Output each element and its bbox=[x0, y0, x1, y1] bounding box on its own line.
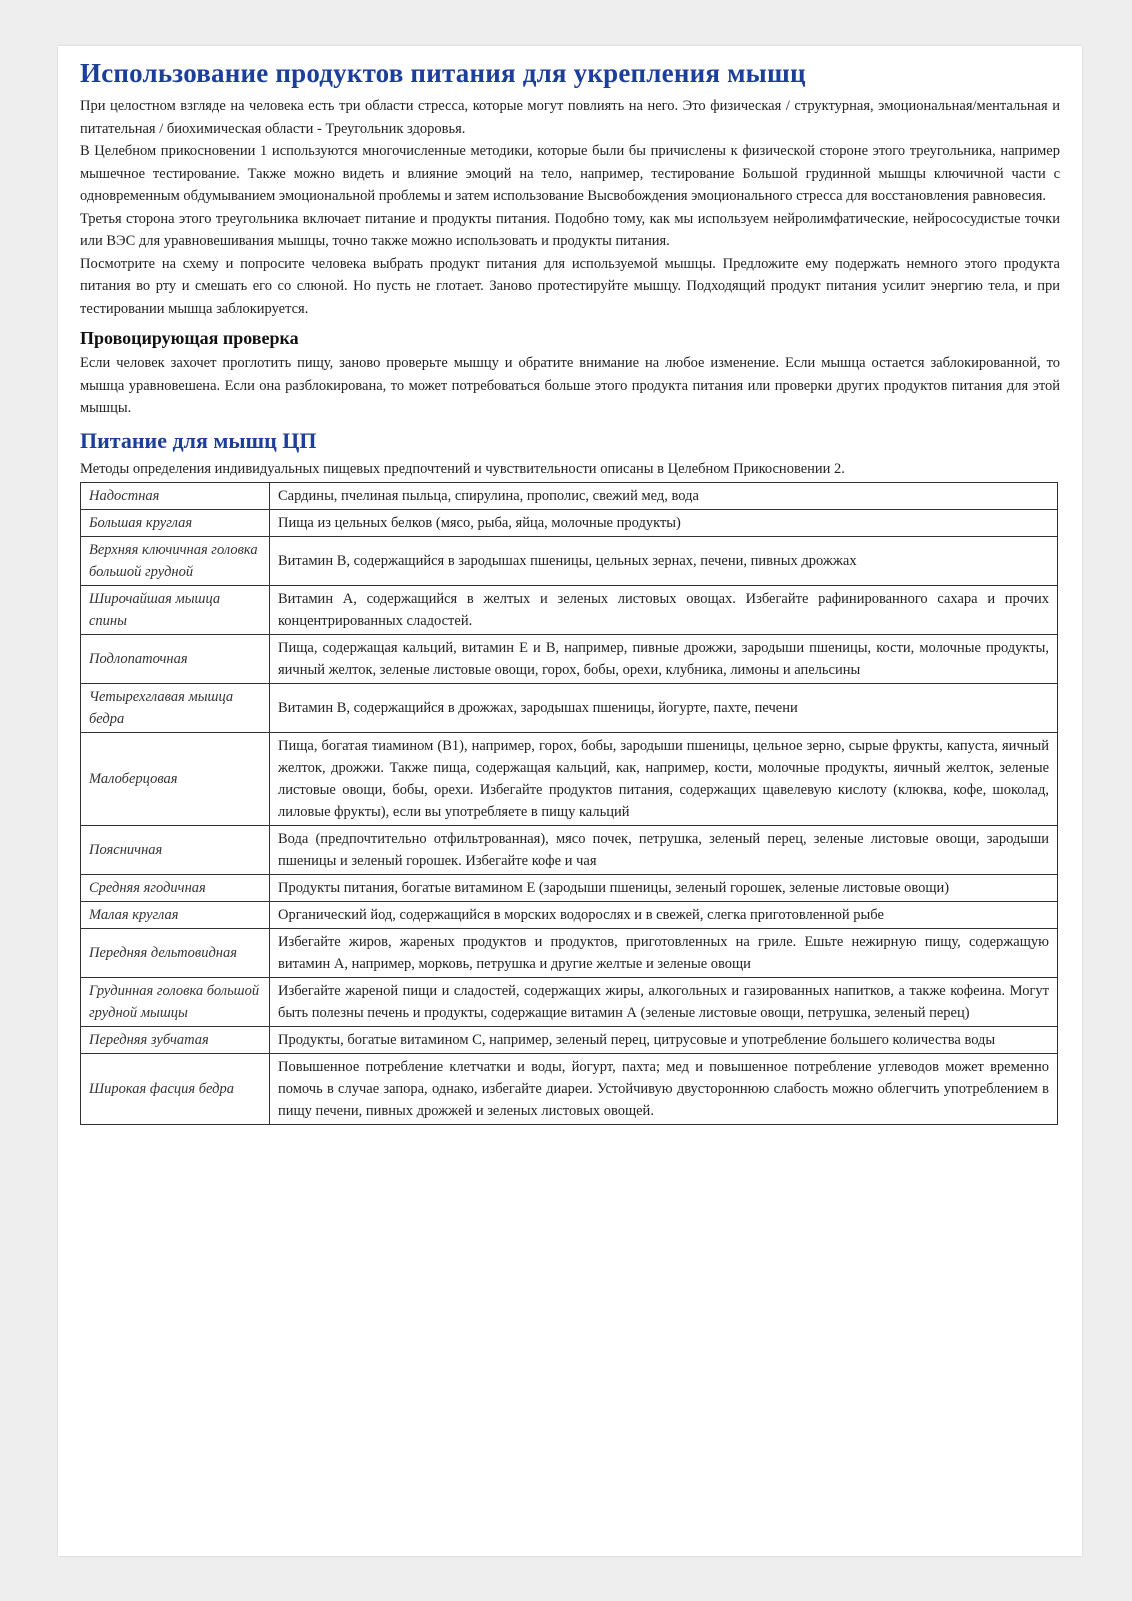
food-cell: Продукты питания, богатые витамином Е (зародыши пшеницы, зеленый горошек, зеленые листовые овощи) bbox=[270, 875, 1058, 902]
muscle-cell: Надостная bbox=[81, 483, 270, 510]
muscle-cell: Широкая фасция бедра bbox=[81, 1054, 270, 1125]
food-cell: Пища, богатая тиамином (В1), например, горох, бобы, зародыши пшеницы, цельное зерно, сырые фрукты, капуста, яичный желток, дрожжи. Также пища, содержащая кальций, как, например, кости, молочные продукты, яичный желток, зеленые листовые овощи, бобы, орехи. Избегайте продуктов питания, содержащих щавелевую кислоту (клюква, кофе, шоколад, лиловые фрукты), если вы употребляете в пищу кальций bbox=[270, 733, 1058, 826]
page-title: Использование продуктов питания для укрепления мышц bbox=[80, 58, 806, 88]
food-cell: Продукты, богатые витамином С, например, зеленый перец, цитрусовые и употребление большего количества воды bbox=[270, 1027, 1058, 1054]
table-row bbox=[81, 875, 1058, 902]
table-row bbox=[81, 635, 1058, 684]
nutrition-section-intro: Методы определения индивидуальных пищевых предпочтений и чувствительности описаны в Целебном Прикосновении 2. bbox=[80, 460, 845, 477]
nutrition-table bbox=[80, 482, 1058, 1125]
table-row bbox=[81, 586, 1058, 635]
intro-paragraph-4: Посмотрите на схему и попросите человека выбрать продукт питания для используемой мышцы. Предложите ему подержать немного этого продукта питания во рту и смешать его со слюной. Но пусть не глотает. Заново протестируйте мышцу. Подходящий продукт питания усилит энергию тела, и при тестировании мышца заблокируется. bbox=[80, 255, 1060, 317]
food-cell: Вода (предпочтительно отфильтрованная), мясо почек, петрушка, зеленый перец, зеленые листовые овощи, зародыши пшеницы и зеленый горошек. Избегайте кофе и чая bbox=[270, 826, 1058, 875]
table-row bbox=[81, 902, 1058, 929]
food-cell: Витамин В, содержащийся в дрожжах, зародышах пшеницы, йогурте, пахте, печени bbox=[270, 684, 1058, 733]
muscle-cell: Поясничная bbox=[81, 826, 270, 875]
muscle-cell: Большая круглая bbox=[81, 510, 270, 537]
document-content bbox=[80, 58, 1060, 1125]
muscle-cell: Передняя зубчатая bbox=[81, 1027, 270, 1054]
food-cell: Избегайте жиров, жареных продуктов и продуктов, приготовленных на гриле. Ешьте нежирную пищу, содержащую витамин А, например, морковь, петрушка и другие желтые и зеленые овощи bbox=[270, 929, 1058, 978]
intro-paragraph-1: При целостном взгляде на человека есть три области стресса, которые могут повлиять на него. Это физическая / структурная, эмоциональная/ментальная и питательная / биохимическая области - Треугольник здоровья. bbox=[80, 98, 1060, 137]
food-cell: Сардины, пчелиная пыльца, спирулина, прополис, свежий мед, вода bbox=[270, 483, 1058, 510]
table-row bbox=[81, 929, 1058, 978]
check-section-heading: Провоцирующая проверка bbox=[80, 328, 299, 348]
muscle-cell: Подлопаточная bbox=[81, 635, 270, 684]
food-cell: Органический йод, содержащийся в морских водорослях и в свежей, слегка приготовленной рыбе bbox=[270, 902, 1058, 929]
muscle-cell: Передняя дельтовидная bbox=[81, 929, 270, 978]
food-cell: Пища из цельных белков (мясо, рыба, яйца, молочные продукты) bbox=[270, 510, 1058, 537]
nutrition-section-heading: Питание для мышц ЦП bbox=[80, 427, 317, 453]
table-row bbox=[81, 1027, 1058, 1054]
muscle-cell: Малая круглая bbox=[81, 902, 270, 929]
muscle-cell: Средняя ягодичная bbox=[81, 875, 270, 902]
muscle-cell: Грудинная головка большой грудной мышцы bbox=[81, 978, 270, 1027]
table-row bbox=[81, 483, 1058, 510]
table-row bbox=[81, 826, 1058, 875]
document-page bbox=[58, 46, 1082, 1556]
table-row bbox=[81, 733, 1058, 826]
table-row bbox=[81, 684, 1058, 733]
table-row bbox=[81, 510, 1058, 537]
muscle-cell: Малоберцовая bbox=[81, 733, 270, 826]
muscle-cell: Широчайшая мышца спины bbox=[81, 586, 270, 635]
food-cell: Повышенное потребление клетчатки и воды, йогурт, пахта; мед и повышенное потребление углеводов может временно помочь в случае запора, однако, избегайте диареи. Устойчивую двустороннюю слабость можно облегчить употреблением в пищу печени, пивных дрожжей и зеленых листовых овощей. bbox=[270, 1054, 1058, 1125]
muscle-cell: Верхняя ключичная головка большой грудной bbox=[81, 537, 270, 586]
food-cell: Пища, содержащая кальций, витамин Е и В, например, пивные дрожжи, зародыши пшеницы, кости, молочные продукты, яичный желток, зеленые листовые овощи, горох, бобы, орехи, клубника, лимоны и апельсины bbox=[270, 635, 1058, 684]
intro-paragraph-3: Третья сторона этого треугольника включает питание и продукты питания. Подобно тому, как мы используем нейролимфатические, нейрососудистые точки или ВЭС для уравновешивания мышцы, точно также можно использовать и продукты питания. bbox=[80, 210, 1060, 249]
food-cell: Витамин А, содержащийся в желтых и зеленых листовых овощах. Избегайте рафинированного сахара и прочих концентрированных сладостей. bbox=[270, 586, 1058, 635]
muscle-cell: Четырехглавая мышца бедра bbox=[81, 684, 270, 733]
check-section-text: Если человек захочет проглотить пищу, заново проверьте мышцу и обратите внимание на любое изменение. Если мышца остается заблокированной, то мышца уравновешена. Если она разблокирована, то может потребоваться больше этого продукта питания или проверки других продуктов питания для этой мышцы. bbox=[80, 355, 1060, 416]
table-row bbox=[81, 537, 1058, 586]
table-row bbox=[81, 978, 1058, 1027]
table-row bbox=[81, 1054, 1058, 1125]
food-cell: Витамин В, содержащийся в зародышах пшеницы, цельных зернах, печени, пивных дрожжах bbox=[270, 537, 1058, 586]
food-cell: Избегайте жареной пищи и сладостей, содержащих жиры, алкогольных и газированных напитков, а также кофеина. Могут быть полезны печень и продукты, содержащие витамин А (зеленые листовые овощи, петрушка, зеленый перец) bbox=[270, 978, 1058, 1027]
intro-paragraph-2: В Целебном прикосновении 1 используются многочисленные методики, которые были бы причислены к физической стороне этого треугольника, например мышечное тестирование. Также можно видеть и влияние эмоций на тело, например, тестирование Большой грудинной мышцы ключичной части с одновременным обдумыванием эмоциональной проблемы и затем использование Высвобождения эмоционального стресса для восстановления равновесия. bbox=[80, 143, 1060, 204]
